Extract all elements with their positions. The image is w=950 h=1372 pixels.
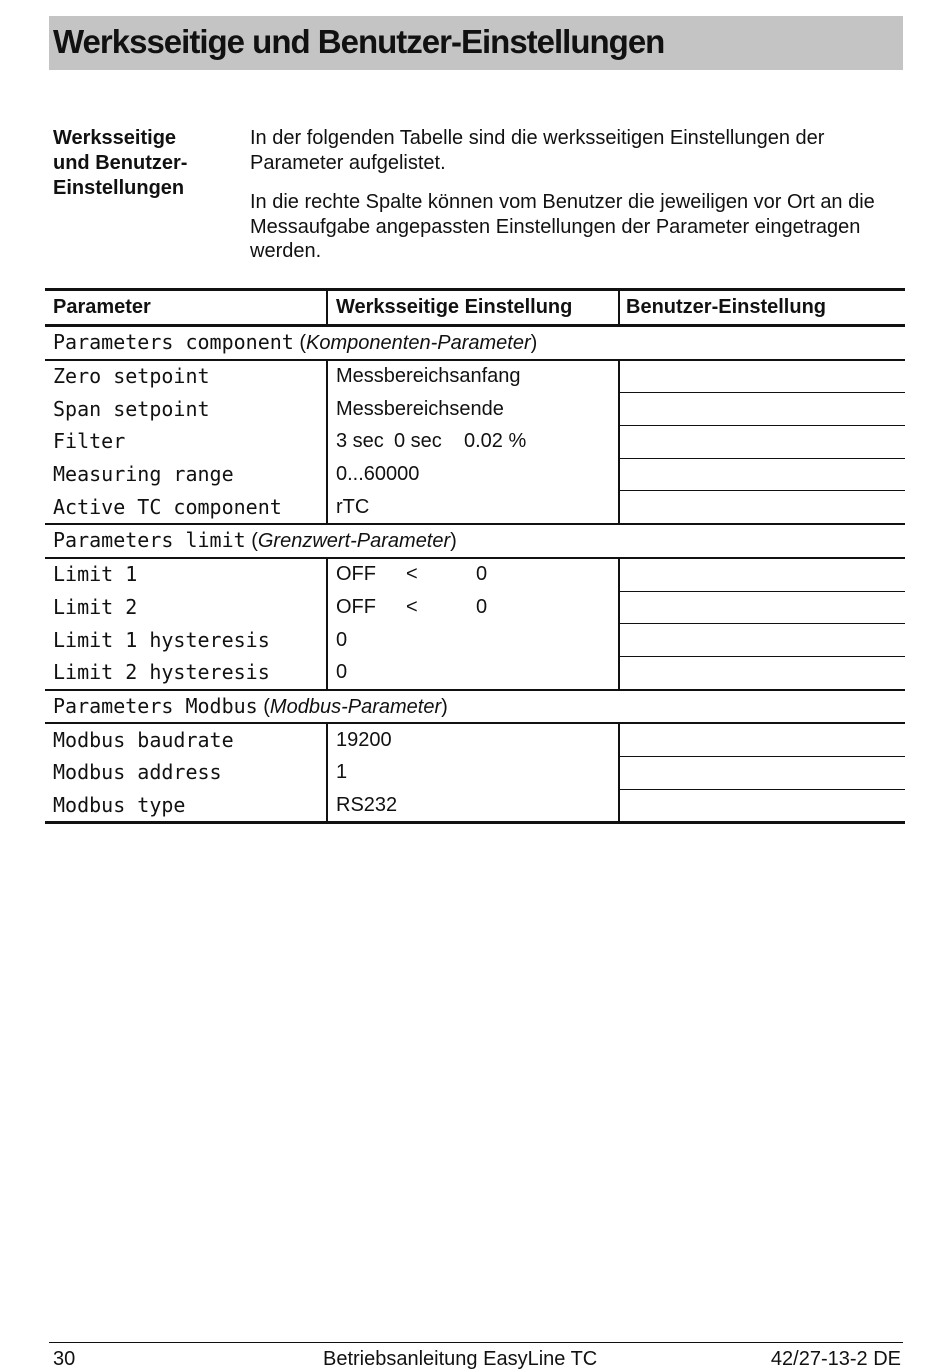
parameter-name: Limit 1 hysteresis [53,627,270,652]
factory-setting-value: 0 [336,628,348,651]
group-title-code: Parameters limit [53,528,246,553]
parameter-cell [45,591,327,624]
factory-setting-cell [327,360,619,393]
group-header-row [45,524,905,558]
parameter-cell [45,558,327,591]
table-row [45,756,905,789]
side-label [53,126,243,201]
factory-setting-part: 3 sec [336,430,384,453]
settings-table [45,288,905,824]
group-title-paren: ) [450,530,457,553]
parameter-cell [45,426,327,459]
factory-setting-cell [327,558,619,591]
column-header-user: Benutzer-Einstellung [619,290,905,326]
group-title [45,690,905,724]
table-row [45,491,905,524]
title-bar [49,16,903,70]
group-title-german: Grenzwert-Parameter [257,530,451,553]
group-title-german: Modbus-Parameter [269,695,442,718]
factory-setting-value: 1 [336,761,348,784]
parameter-cell [45,393,327,426]
user-setting-field[interactable] [619,558,905,591]
parameter-cell [45,624,327,657]
user-setting-field[interactable] [619,624,905,657]
user-setting-field[interactable] [619,393,905,426]
group-header-row [45,690,905,724]
parameter-name: Limit 1 [53,562,138,587]
group-header-row [45,326,905,360]
user-setting-field[interactable] [619,591,905,624]
parameter-name: Zero setpoint [53,364,210,389]
column-header-factory: Werksseitige Einstellung [327,290,619,326]
factory-setting-part: 0 [476,595,488,618]
factory-setting-cell [327,426,619,459]
factory-setting-cell [327,656,619,689]
group-title-paren: ) [530,332,538,355]
user-setting-field[interactable] [619,426,905,459]
table-row [45,458,905,491]
parameter-cell [45,458,327,491]
factory-setting-value: RS232 [336,793,398,816]
side-label-line: Werksseitige [53,127,177,149]
table-row [45,656,905,689]
footer [53,1346,901,1372]
intro-paragraph: In die rechte Spalte können vom Benutzer die jeweiligen vor Ort an die Messaufgabe angepassten Einstellungen der Parameter eingetragen werden. [250,191,875,262]
user-setting-field[interactable] [619,723,905,756]
table-row [45,789,905,823]
factory-setting-cell [327,789,619,823]
factory-setting-cell [327,458,619,491]
parameter-name: Modbus baudrate [53,727,234,752]
factory-setting-cell [327,624,619,657]
document-number: 42/27-13-2 DE [770,1348,901,1370]
factory-setting-value: 0 [336,660,348,683]
user-setting-field[interactable] [619,789,905,823]
group-title-paren: ( [257,695,270,718]
factory-setting-part: < [406,595,418,618]
parameter-name: Modbus address [53,760,222,785]
side-label-line: Einstellungen [53,177,185,199]
side-label-line: und Benutzer- [53,152,188,174]
page-number: 30 [53,1348,76,1370]
group-title-code: Parameters Modbus [53,693,258,718]
factory-setting-part: OFF [336,563,376,586]
group-title [45,326,905,360]
group-title-paren: ( [245,530,258,553]
factory-setting-part: < [406,563,418,586]
group-title-paren: ( [293,332,307,355]
factory-setting-cell [327,491,619,524]
parameter-name: Modbus type [53,792,186,817]
user-setting-field[interactable] [619,756,905,789]
table-row [45,591,905,624]
factory-setting-part: 0 [476,563,488,586]
table-row [45,558,905,591]
group-title-code: Parameters component [53,330,294,355]
table-body [45,326,905,823]
parameter-name: Filter [53,429,126,454]
parameter-name: Limit 2 hysteresis [53,659,270,684]
document-title: Betriebsanleitung EasyLine TC [323,1348,598,1370]
factory-setting-value: Messbereichsanfang [336,365,521,388]
parameter-cell [45,360,327,393]
parameter-name: Active TC component [53,494,282,519]
factory-setting-cell [327,591,619,624]
page-title: Werksseitige und Benutzer-Einstellungen [53,23,665,60]
table-row [45,426,905,459]
factory-setting-part: OFF [336,595,376,618]
parameter-name: Limit 2 [53,594,138,619]
parameter-cell [45,723,327,756]
group-title [45,524,905,558]
factory-setting-value: 19200 [336,728,392,751]
table-row [45,393,905,426]
factory-setting-cell [327,723,619,756]
group-title-paren: ) [441,695,448,718]
factory-setting-cell [327,393,619,426]
table-row [45,723,905,756]
factory-setting-part: 0.02 % [464,430,527,453]
table-row [45,624,905,657]
factory-setting-value: 0...60000 [336,463,420,486]
factory-setting-value: rTC [336,495,370,518]
table-row [45,360,905,393]
factory-setting-cell [327,756,619,789]
factory-setting-value: Messbereichsende [336,397,504,420]
group-title-german: Komponenten-Parameter [306,332,531,355]
parameter-cell [45,491,327,524]
table-header-row [45,290,905,326]
factory-setting-part: 0 sec [394,430,442,453]
footer-divider [49,1342,903,1343]
column-header-parameter: Parameter [45,290,327,326]
user-setting-field[interactable] [619,656,905,689]
user-setting-field[interactable] [619,360,905,393]
parameter-cell [45,656,327,689]
intro-text [250,126,910,279]
parameter-cell [45,789,327,823]
parameter-name: Span setpoint [53,396,210,421]
user-setting-field[interactable] [619,458,905,491]
user-setting-field[interactable] [619,491,905,524]
intro-paragraph: In der folgenden Tabelle sind die werksseitigen Einstellungen der Parameter aufgelistet. [250,127,825,174]
parameter-name: Measuring range [53,462,234,487]
parameter-cell [45,756,327,789]
